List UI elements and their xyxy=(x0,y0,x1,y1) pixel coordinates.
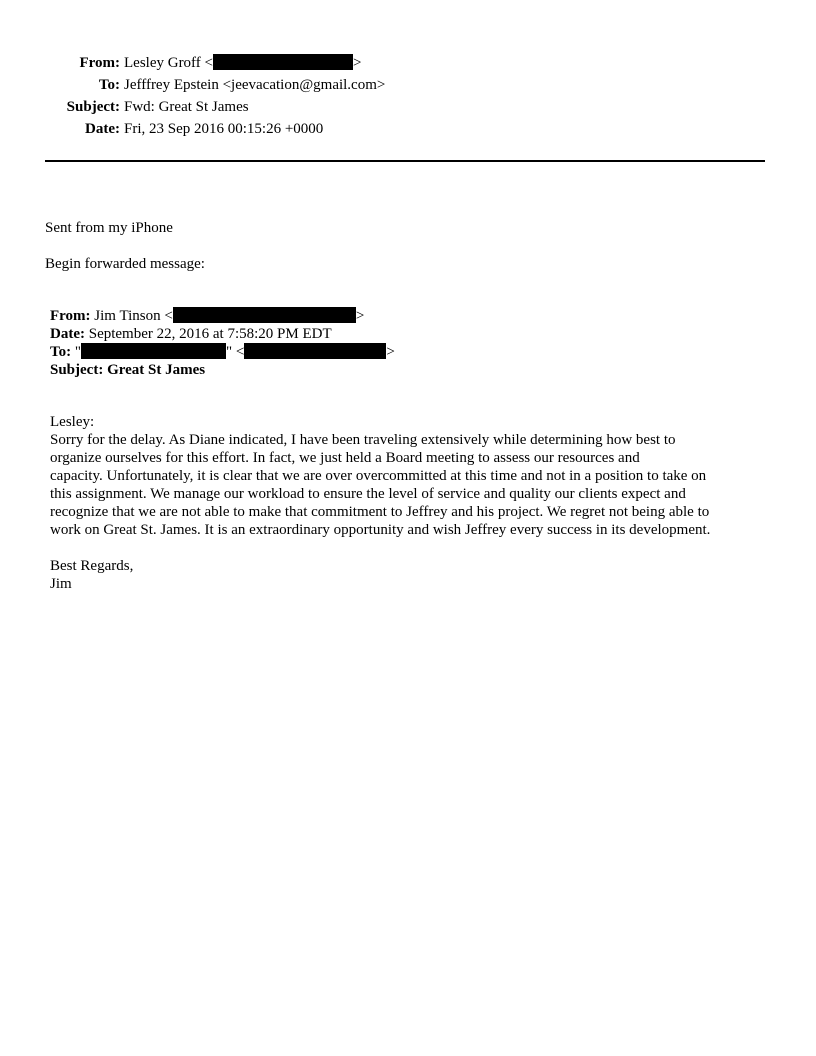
forwarded-subject-value: Great St James xyxy=(107,362,206,378)
header-date-row xyxy=(0,120,760,138)
forwarded-subject-label: Subject: xyxy=(50,362,104,378)
forwarded-date-value: September 22, 2016 at 7:58:20 PM EDT xyxy=(88,326,332,342)
message-greeting: Lesley: xyxy=(50,414,95,430)
header-date-label: Date: xyxy=(85,121,120,137)
header-from-row xyxy=(0,54,760,72)
forwarded-subject-row xyxy=(50,361,205,379)
message-line: recognize that we are not able to make that commitment to Jeffrey and his project. We regret not being able to xyxy=(50,504,710,520)
header-subject-row xyxy=(0,98,760,116)
header-subject-label: Subject: xyxy=(66,99,120,115)
header-from-label: From: xyxy=(79,55,120,71)
begin-forwarded-line: Begin forwarded message: xyxy=(45,256,205,272)
message-line: this assignment. We manage our workload to ensure the level of service and quality our clients expect and xyxy=(50,486,686,502)
sent-from-line: Sent from my iPhone xyxy=(45,220,173,236)
message-closing: Best Regards, xyxy=(50,558,134,574)
message-line: organize ourselves for this effort. In fact, we just held a Board meeting to assess our resources and xyxy=(50,450,640,466)
header-to-label: To: xyxy=(98,77,120,93)
forwarded-to-close: > xyxy=(386,344,395,360)
message-signature: Jim xyxy=(50,576,72,592)
redaction-box xyxy=(81,343,226,359)
forwarded-from-row xyxy=(50,307,364,325)
header-to-value: Jefffrey Epstein <jeevacation@gmail.com> xyxy=(124,77,386,93)
header-subject-value: Fwd: Great St James xyxy=(124,99,249,115)
header-to-row xyxy=(0,76,760,94)
forwarded-from-close: > xyxy=(355,308,365,324)
redaction-box xyxy=(213,54,353,70)
forwarded-date-row xyxy=(50,325,332,343)
header-divider xyxy=(45,160,765,162)
forwarded-to-open: " xyxy=(74,344,81,360)
header-date-value: Fri, 23 Sep 2016 00:15:26 +0000 xyxy=(124,121,324,137)
forwarded-from-label: From: xyxy=(50,308,91,324)
redaction-box xyxy=(173,307,356,323)
message-line: capacity. Unfortunately, it is clear that we are over overcommitted at this time and not in a position to take on xyxy=(50,468,707,484)
forwarded-date-label: Date: xyxy=(50,326,85,342)
forwarded-to-row xyxy=(50,343,395,361)
header-from-name: Lesley Groff < xyxy=(124,55,213,71)
redaction-box xyxy=(244,343,386,359)
header-from-close: > xyxy=(353,55,362,71)
forwarded-from-name: Jim Tinson < xyxy=(94,308,173,324)
message-line: Sorry for the delay. As Diane indicated, I have been traveling extensively while determining how best to xyxy=(50,432,676,448)
message-line: work on Great St. James. It is an extraordinary opportunity and wish Jeffrey every success in its development. xyxy=(50,522,711,538)
forwarded-to-label: To: xyxy=(50,344,72,360)
forwarded-to-mid: " < xyxy=(226,344,245,360)
